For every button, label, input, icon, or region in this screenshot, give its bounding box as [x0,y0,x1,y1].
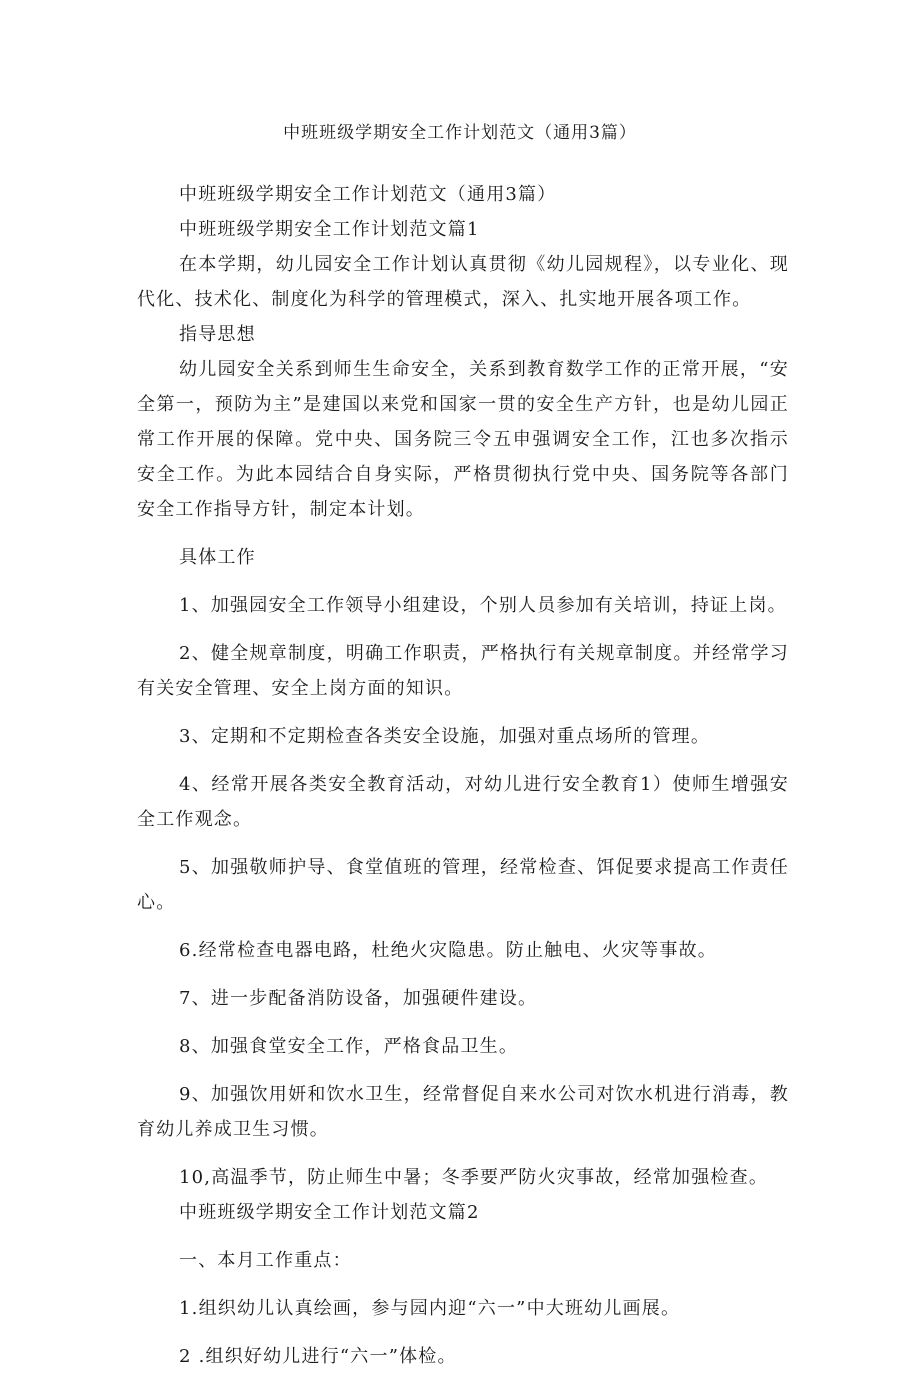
focus-item-2: 2 .组织好幼儿进行“六一”体检。 [179,1346,457,1367]
list-item-8: 8、加强食堂安全工作，严格食品卫生。 [179,1036,519,1057]
subheading-guiding-ideology: 指导思想 [179,324,256,345]
paragraph-guiding-ideology: 幼儿园安全关系到师生生命安全，关系到教育数学工作的正常开展，“安全第一，预防为主”是建国以来党和国家一贯的安全生产方针，也是幼儿园正常工作开展的保障。党中央、国务院三令五申强调安全工作，江也多次指示安全工作。为此本园结合自身实际，严格贯彻执行党中央、国务院等各部门安全工作指导方针，制定本计划。 [137,359,789,520]
subheading-monthly-focus: 一、本月工作重点： [179,1250,352,1271]
subheading-specific-work: 具体工作 [179,547,256,568]
list-item-10: 10,高温季节，防止师生中暑；冬季要严防火灾事故，经常加强检查。 [179,1167,769,1188]
focus-item-1: 1.组织幼儿认真绘画，参与园内迎“六一”中大班幼儿画展。 [179,1298,681,1319]
section-heading-plan-1: 中班班级学期安全工作计划范文篇1 [179,219,480,240]
list-item-6: 6.经常检查电器电路，杜绝火灾隐患。防止触电、火灾等事故。 [179,940,717,961]
list-item-5: 5、加强敬师护导、食堂值班的管理，经常检查、饵促要求提高工作责任心。 [137,857,789,913]
paragraph-intro: 在本学期，幼儿园安全工作计划认真贯彻《幼儿园规程》，以专业化、现代化、技术化、制度化为科学的管理模式，深入、扎实地开展各项工作。 [137,254,789,310]
document-title: 中班班级学期安全工作计划范文（通用3篇） [283,123,637,143]
document-body [137,177,789,1387]
section-heading-plan-2: 中班班级学期安全工作计划范文篇2 [179,1202,480,1223]
list-item-1: 1、加强园安全工作领导小组建设，个别人员参加有关培训，持证上岗。 [179,595,787,616]
list-item-4: 4、经常开展各类安全教育活动，对幼儿进行安全教育1）使师生增强安全工作观念。 [137,774,789,830]
list-item-3: 3、定期和不定期检查各类安全设施，加强对重点场所的管理。 [179,726,711,747]
paragraph-collection-title: 中班班级学期安全工作计划范文（通用3篇） [179,184,557,205]
list-item-7: 7、进一步配备消防设备，加强硬件建设。 [179,988,538,1009]
list-item-2: 2、健全规章制度，明确工作职责，严格执行有关规章制度。并经常学习有关安全管理、安全上岗方面的知识。 [137,643,789,699]
list-item-9: 9、加强饮用妍和饮水卫生，经常督促自来水公司对饮水机进行消毒，教育幼儿养成卫生习惯。 [137,1084,789,1140]
